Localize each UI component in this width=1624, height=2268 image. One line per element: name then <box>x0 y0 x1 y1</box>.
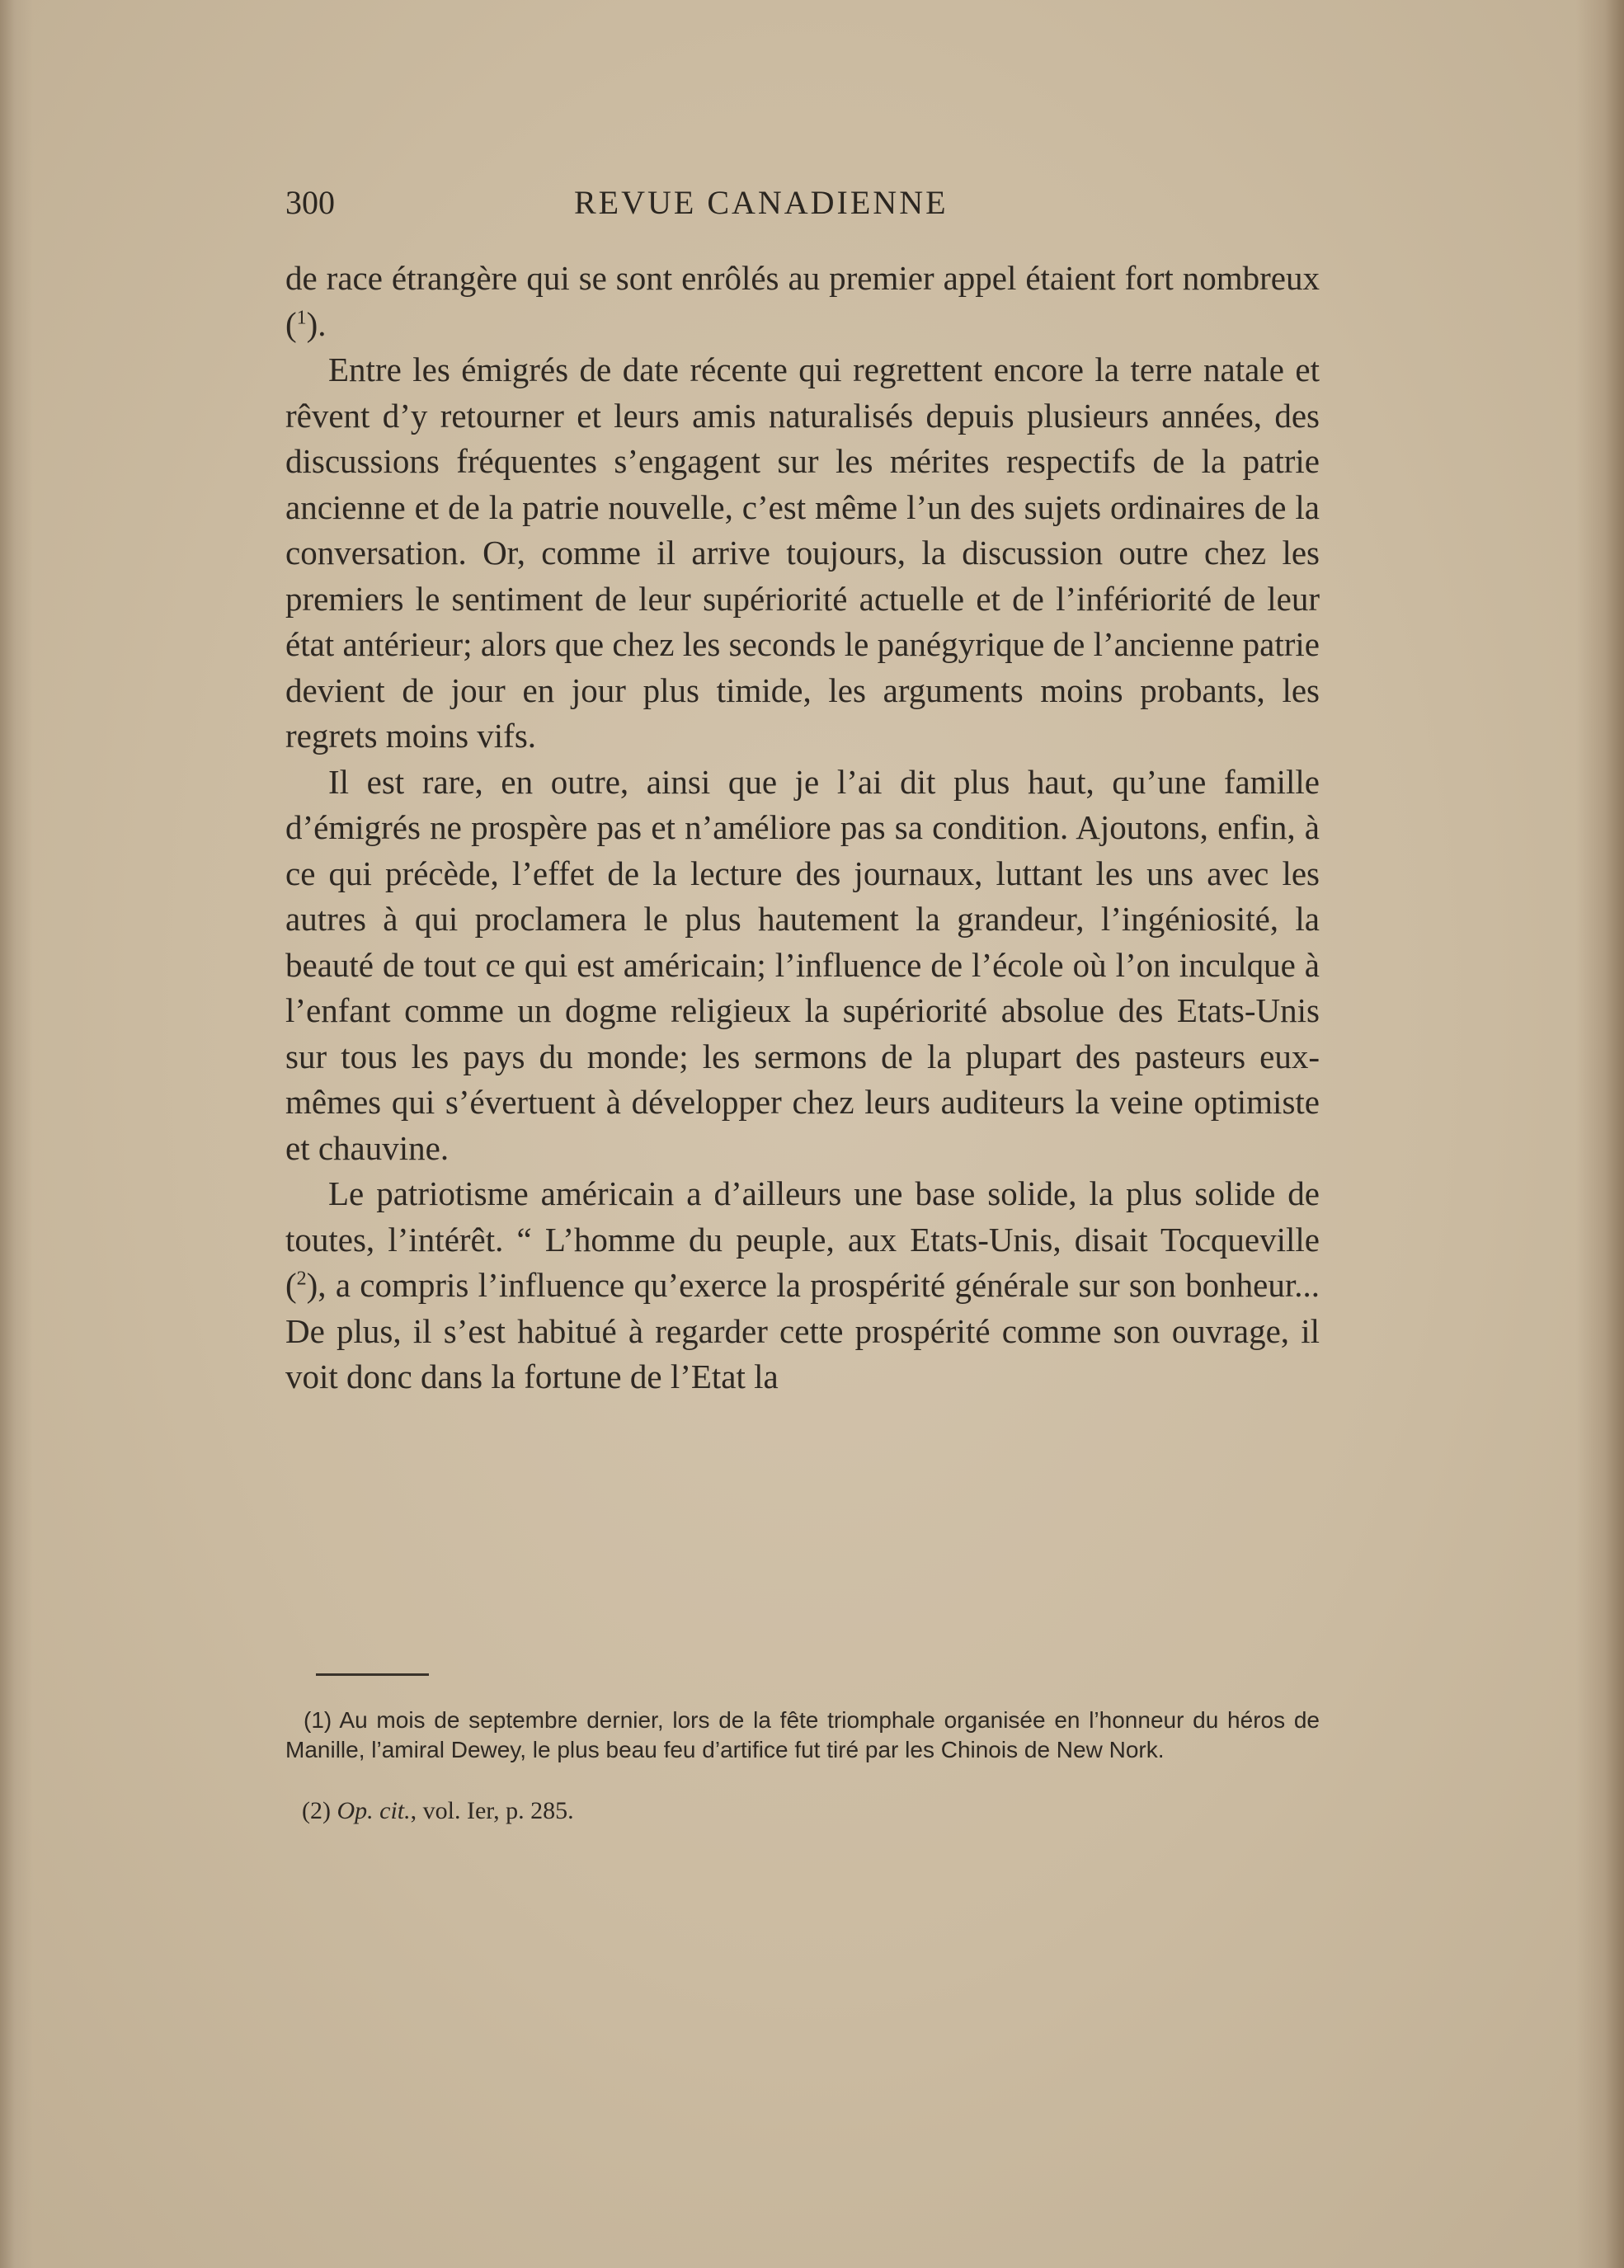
paragraph-4 <box>285 1171 1320 1400</box>
footnote-2-label: (2) <box>302 1797 331 1824</box>
body-text <box>285 256 1320 1400</box>
paragraph-3: Il est rare, en outre, ainsi que je l’ai dit plus haut, qu’une famille d’émigrés ne prospère pas et n’améliore pas sa condition. Ajoutons, enfin, à ce qui précède, l’effet de la lecture des journaux, luttant les uns avec les autres à qui proclamera le plus hautement la grandeur, l’ingéniosité, la beauté de tout ce qui est américain; l’influence de l’école où l’on inculque à l’enfant comme un dogme religieux la supériorité absolue des Etats-Unis sur tous les pays du monde; les sermons de la plupart des pasteurs eux-mêmes qui s’évertuent à développer chez leurs auditeurs la veine optimiste et chauvine. <box>285 762 1320 1167</box>
footnote-2 <box>302 1796 1320 1826</box>
footnote-1: (1) Au mois de septembre dernier, lors de la fête triomphale organisée en l’honneur du héros de Manille, l’amiral Dewey, le plus beau feu d’artifice fut tiré par les Chinois de New Nork. <box>285 1707 1320 1762</box>
page-header <box>285 183 1320 226</box>
footnote-2-citation: Op. cit. <box>337 1797 411 1824</box>
footnote-separator <box>316 1673 429 1676</box>
footnote-2-rest: , vol. Ier, p. 285. <box>410 1797 574 1824</box>
footnotes <box>285 1706 1320 1826</box>
page-number: 300 <box>285 184 335 221</box>
footnote-ref-1: 1 <box>296 306 307 328</box>
paragraph-1-end: ). <box>306 304 327 343</box>
page-right-edge-shadow <box>1576 0 1624 2268</box>
paragraph-4-start: Le patriotisme américain a d’ailleurs une base solide, la plus solide de toutes, l’intérêt. “ L’homme du peuple, aux Etats-Unis, disait Tocqueville ( <box>285 1174 1320 1304</box>
paragraph-1 <box>285 256 1320 347</box>
footnote-ref-2: 2 <box>296 1268 307 1290</box>
paragraph-1-text: de race étrangère qui se sont enrôlés au premier appel étaient fort nombreux ( <box>285 259 1320 343</box>
paragraph-2: Entre les émigrés de date récente qui regrettent encore la terre natale et rêvent d’y retourner et leurs amis naturalisés depuis plusieurs années, des discussions fréquentes s’engagent sur les mérites respectifs de la patrie ancienne et de la patrie nouvelle, c’est même l’un des sujets ordinaires de la conversation. Or, comme il arrive toujours, la discussion outre chez les premiers le sentiment de leur supériorité actuelle et de l’infériorité de leur état antérieur; alors que chez les seconds le panégyrique de l’ancienne patrie devient de jour en jour plus timide, les arguments moins probants, les regrets moins vifs. <box>285 351 1320 755</box>
page-left-edge-shadow <box>0 0 33 2268</box>
paragraph-4-end: ), a compris l’influence qu’exerce la prospérité générale sur son bonheur... De plus, il s’est habitué à regarder cette prospérité comme son ouvrage, il voit donc dans la fortune de l’Etat la <box>285 1266 1320 1395</box>
running-title: REVUE CANADIENNE <box>574 184 949 221</box>
